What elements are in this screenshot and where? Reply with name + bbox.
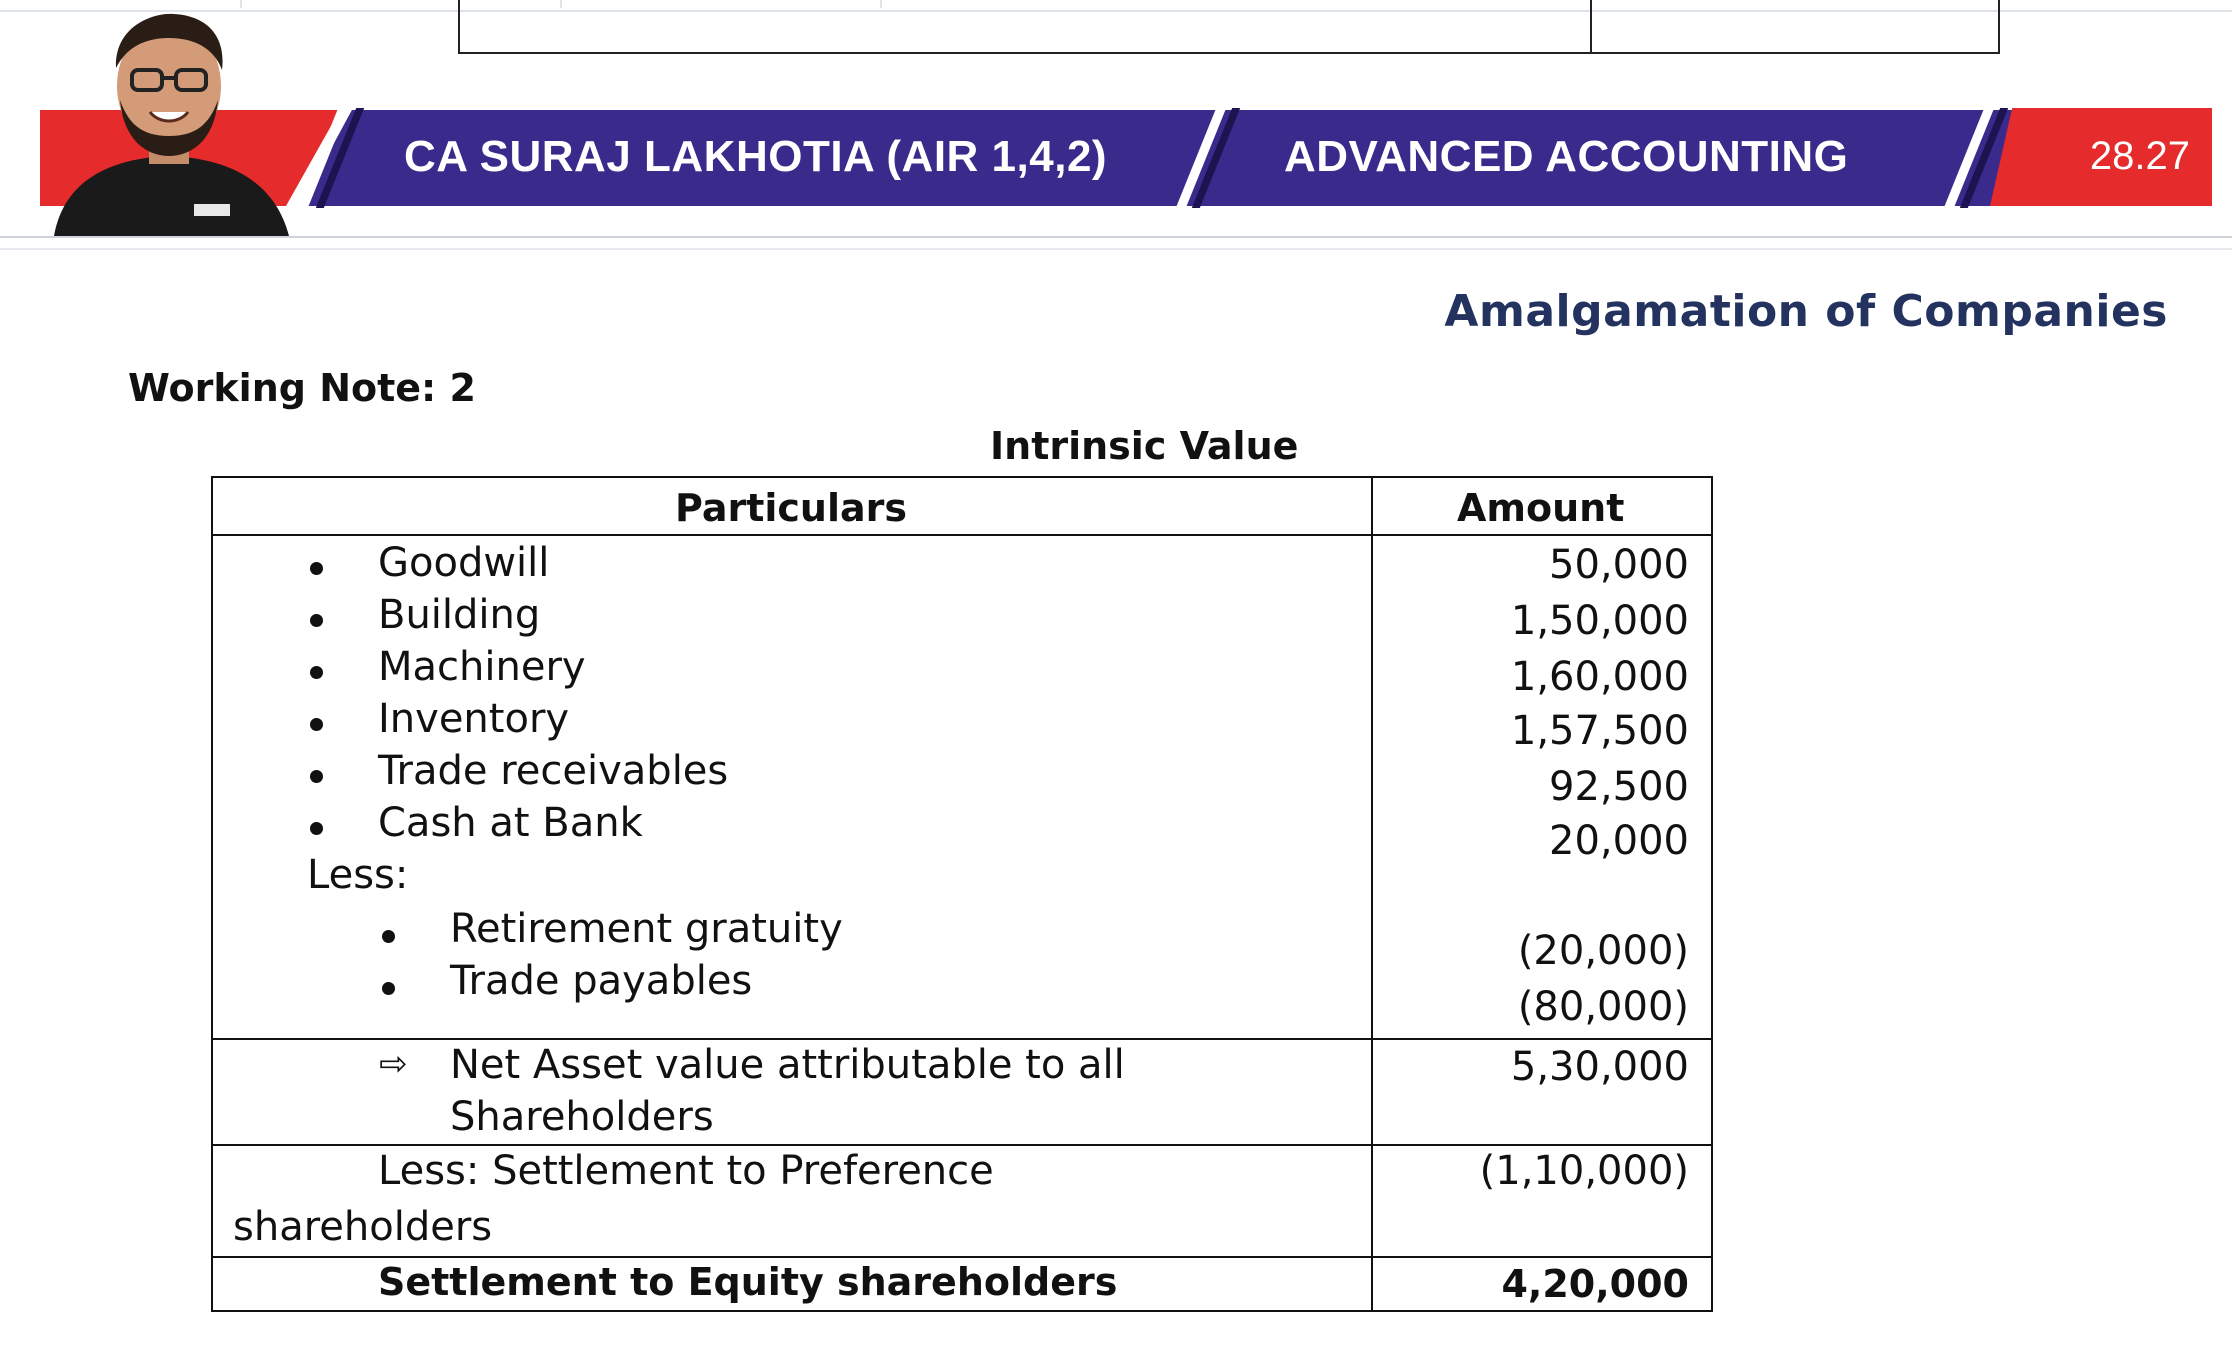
header-banner [0, 108, 2232, 206]
bullet-icon [310, 822, 323, 835]
row-divider [213, 1038, 1711, 1040]
asset-label: Inventory [378, 696, 570, 742]
bullet-icon [310, 666, 323, 679]
bullet-icon [310, 770, 323, 783]
asset-label: Building [378, 592, 541, 638]
net-asset-label-cont: Shareholders [450, 1094, 714, 1140]
preference-label: Less: Settlement to Preference [378, 1148, 994, 1194]
bullet-icon [310, 562, 323, 575]
asset-label: Cash at Bank [378, 800, 643, 846]
intrinsic-value-table [211, 476, 1713, 1312]
previous-table-divider [1590, 0, 1592, 54]
subject-name: ADVANCED ACCOUNTING [1284, 132, 1849, 181]
less-label: Less: [307, 852, 409, 898]
table-title: Intrinsic Value [990, 424, 1299, 468]
page-number: 28.27 [2089, 134, 2190, 178]
top-tab [0, 0, 242, 8]
liability-label: Retirement gratuity [450, 906, 843, 952]
liability-amount: (80,000) [1517, 984, 1689, 1030]
banner-divider [0, 248, 2232, 250]
asset-amount: 50,000 [1549, 542, 1689, 588]
equity-label: Settlement to Equity shareholders [378, 1260, 1118, 1304]
chapter-title: Amalgamation of Companies [1444, 286, 2168, 337]
bullet-icon [310, 614, 323, 627]
header-divider [213, 534, 1711, 536]
asset-label: Machinery [378, 644, 586, 690]
amount-header: Amount [1457, 486, 1625, 530]
asset-label: Trade receivables [378, 748, 729, 794]
asset-amount: 1,60,000 [1510, 654, 1689, 700]
arrow-right-icon: ⇨ [379, 1044, 408, 1084]
liability-amount: (20,000) [1517, 928, 1689, 974]
bullet-icon [382, 982, 395, 995]
net-asset-amount: 5,30,000 [1510, 1044, 1689, 1090]
preference-amount: (1,10,000) [1479, 1148, 1689, 1194]
row-divider [213, 1256, 1711, 1258]
presenter-avatar [44, 8, 294, 236]
presenter-photo-icon [44, 8, 294, 236]
asset-amount: 1,50,000 [1510, 598, 1689, 644]
column-divider [1371, 478, 1373, 1310]
asset-amount: 1,57,500 [1510, 708, 1689, 754]
previous-table-fragment [458, 0, 2000, 54]
particulars-header: Particulars [675, 486, 908, 530]
banner-divider [0, 236, 2232, 238]
bullet-icon [382, 930, 395, 943]
liability-label: Trade payables [450, 958, 753, 1004]
bullet-icon [310, 718, 323, 731]
asset-label: Goodwill [378, 540, 550, 586]
presenter-name: CA SURAJ LAKHOTIA (AIR 1,4,2) [404, 132, 1108, 181]
net-asset-label: Net Asset value attributable to all [450, 1042, 1125, 1088]
row-divider [213, 1144, 1711, 1146]
preference-label-cont: shareholders [233, 1204, 493, 1250]
asset-amount: 20,000 [1549, 818, 1689, 864]
asset-amount: 92,500 [1549, 764, 1689, 810]
equity-amount: 4,20,000 [1501, 1262, 1689, 1306]
working-note-heading: Working Note: 2 [128, 366, 476, 410]
